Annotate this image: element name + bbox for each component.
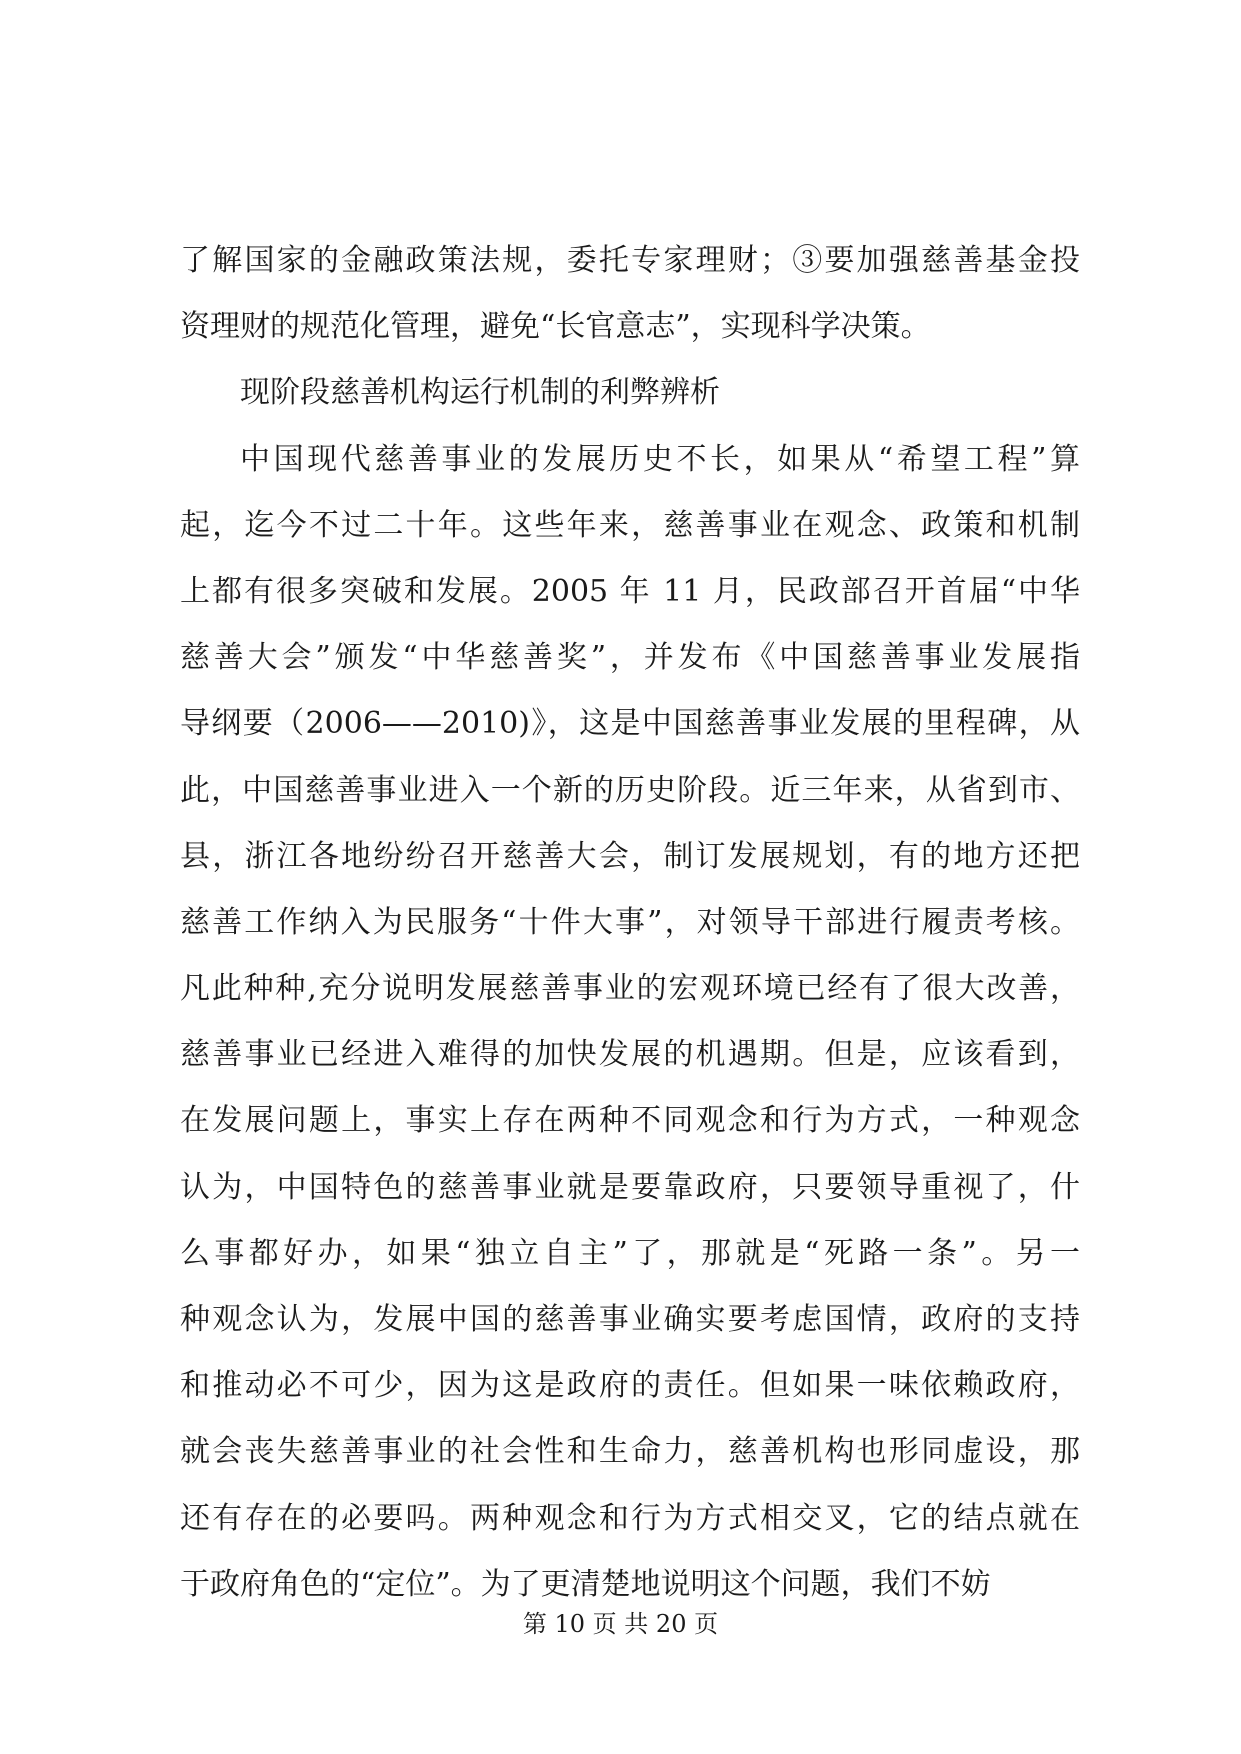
- text-line: 就会丧失慈善事业的社会性和生命力，慈善机构也形同虚设，那: [180, 1434, 1080, 1470]
- text-line: 起，迄今不过二十年。这些年来，慈善事业在观念、政策和机制: [180, 507, 1080, 543]
- text-line: 中国现代慈善事业的发展历史不长，如果从“希望工程”算: [240, 441, 1080, 477]
- text-line: 县，浙江各地纷纷召开慈善大会，制订发展规划，有的地方还把: [180, 838, 1080, 874]
- text-line: 慈善工作纳入为民服务“十件大事”，对领导干部进行履责考核。: [180, 904, 1080, 940]
- text-line: 导纲要（2006——2010)》，这是中国慈善事业发展的里程碑，从: [180, 706, 1080, 742]
- text-line: 上都有很多突破和发展。2005 年 11 月，民政部召开首届“中华: [180, 573, 1080, 609]
- page-footer: 第 10 页 共 20 页: [522, 1610, 719, 1638]
- text-line: 认为，中国特色的慈善事业就是要靠政府，只要领导重视了，什: [180, 1169, 1080, 1205]
- text-line: 慈善大会”颁发“中华慈善奖”，并发布《中国慈善事业发展指: [180, 640, 1080, 676]
- text-line: 于政府角色的“定位”。为了更清楚地说明这个问题，我们不妨: [180, 1566, 991, 1602]
- section-heading: 现阶段慈善机构运行机制的利弊辨析: [240, 375, 720, 411]
- text-line: 慈善事业已经进入难得的加快发展的机遇期。但是，应该看到，: [180, 1037, 1080, 1073]
- text-line: 还有存在的必要吗。两种观念和行为方式相交叉，它的结点就在: [180, 1500, 1080, 1536]
- text-line: 此，中国慈善事业进入一个新的历史阶段。近三年来，从省到市、: [180, 772, 1080, 808]
- text-line: 和推动必不可少，因为这是政府的责任。但如果一味依赖政府，: [180, 1368, 1080, 1404]
- text-line: 么事都好办，如果“独立自主”了，那就是“死路一条”。另一: [180, 1235, 1080, 1271]
- text-line: 了解国家的金融政策法规，委托专家理财；③要加强慈善基金投: [180, 243, 1080, 278]
- text-line: 种观念认为，发展中国的慈善事业确实要考虑国情，政府的支持: [180, 1302, 1080, 1337]
- text-line: 在发展问题上，事实上存在两种不同观念和行为方式，一种观念: [180, 1103, 1080, 1139]
- text-line: 凡此种种,充分说明发展慈善事业的宏观环境已经有了很大改善，: [180, 971, 1080, 1007]
- body-text: [180, 228, 1080, 1618]
- text-line: 资理财的规范化管理，避免“长官意志”，实现科学决策。: [180, 309, 931, 345]
